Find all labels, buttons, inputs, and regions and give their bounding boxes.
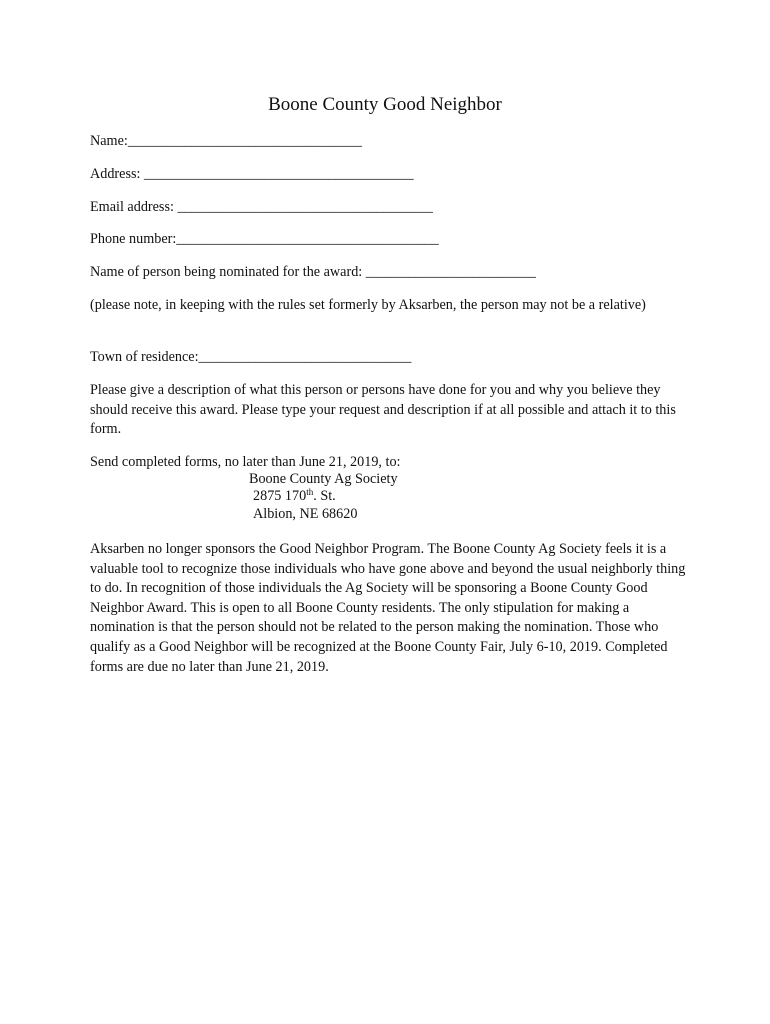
relative-note: (please note, in keeping with the rules set formerly by Aksarben, the person may not be a relative) xyxy=(90,297,646,313)
name-field-label: Name:_________________________________ xyxy=(90,133,362,149)
description-request: Please give a description of what this person or persons have done for you and why you believe they should receive this award. Please type your request and description if at all possible and attach it to this form. xyxy=(90,382,676,438)
mailing-city: Albion, NE 68620 xyxy=(253,506,358,522)
mailing-org: Boone County Ag Society xyxy=(249,471,398,487)
email-field-label: Email address: ____________________________________ xyxy=(90,199,433,215)
street-rest: . St. xyxy=(313,488,336,504)
town-field-label: Town of residence:______________________________ xyxy=(90,349,412,365)
nominee-field-label: Name of person being nominated for the award: ________________________ xyxy=(90,264,537,280)
program-description: Aksarben no longer sponsors the Good Neighbor Program. The Boone County Ag Society feels it is a valuable tool to recognize those individuals who have gone above and beyond the usual neighborly thing to do. In recognition of those individuals the Ag Society will be sponsoring a Boone County Good Neighbor Award. This is open to all Boone County residents. The only stipulation for making a nomination is that the person should not be related to the person making the nomination. Those who qualify as a Good Neighbor will be recognized at the Boone County Fair, July 6-10, 2019. Completed forms are due no later than June 21, 2019. xyxy=(90,541,686,675)
page-title: Boone County Good Neighbor xyxy=(268,94,502,115)
mailing-street xyxy=(253,488,336,505)
street-number: 2875 170 xyxy=(253,488,307,504)
address-field-label: Address: ______________________________________ xyxy=(90,166,414,182)
street-ordinal: th xyxy=(306,487,314,497)
send-instructions: Send completed forms, no later than June 21, 2019, to: xyxy=(90,454,401,470)
phone-field-label: Phone number:_____________________________________ xyxy=(90,231,439,247)
